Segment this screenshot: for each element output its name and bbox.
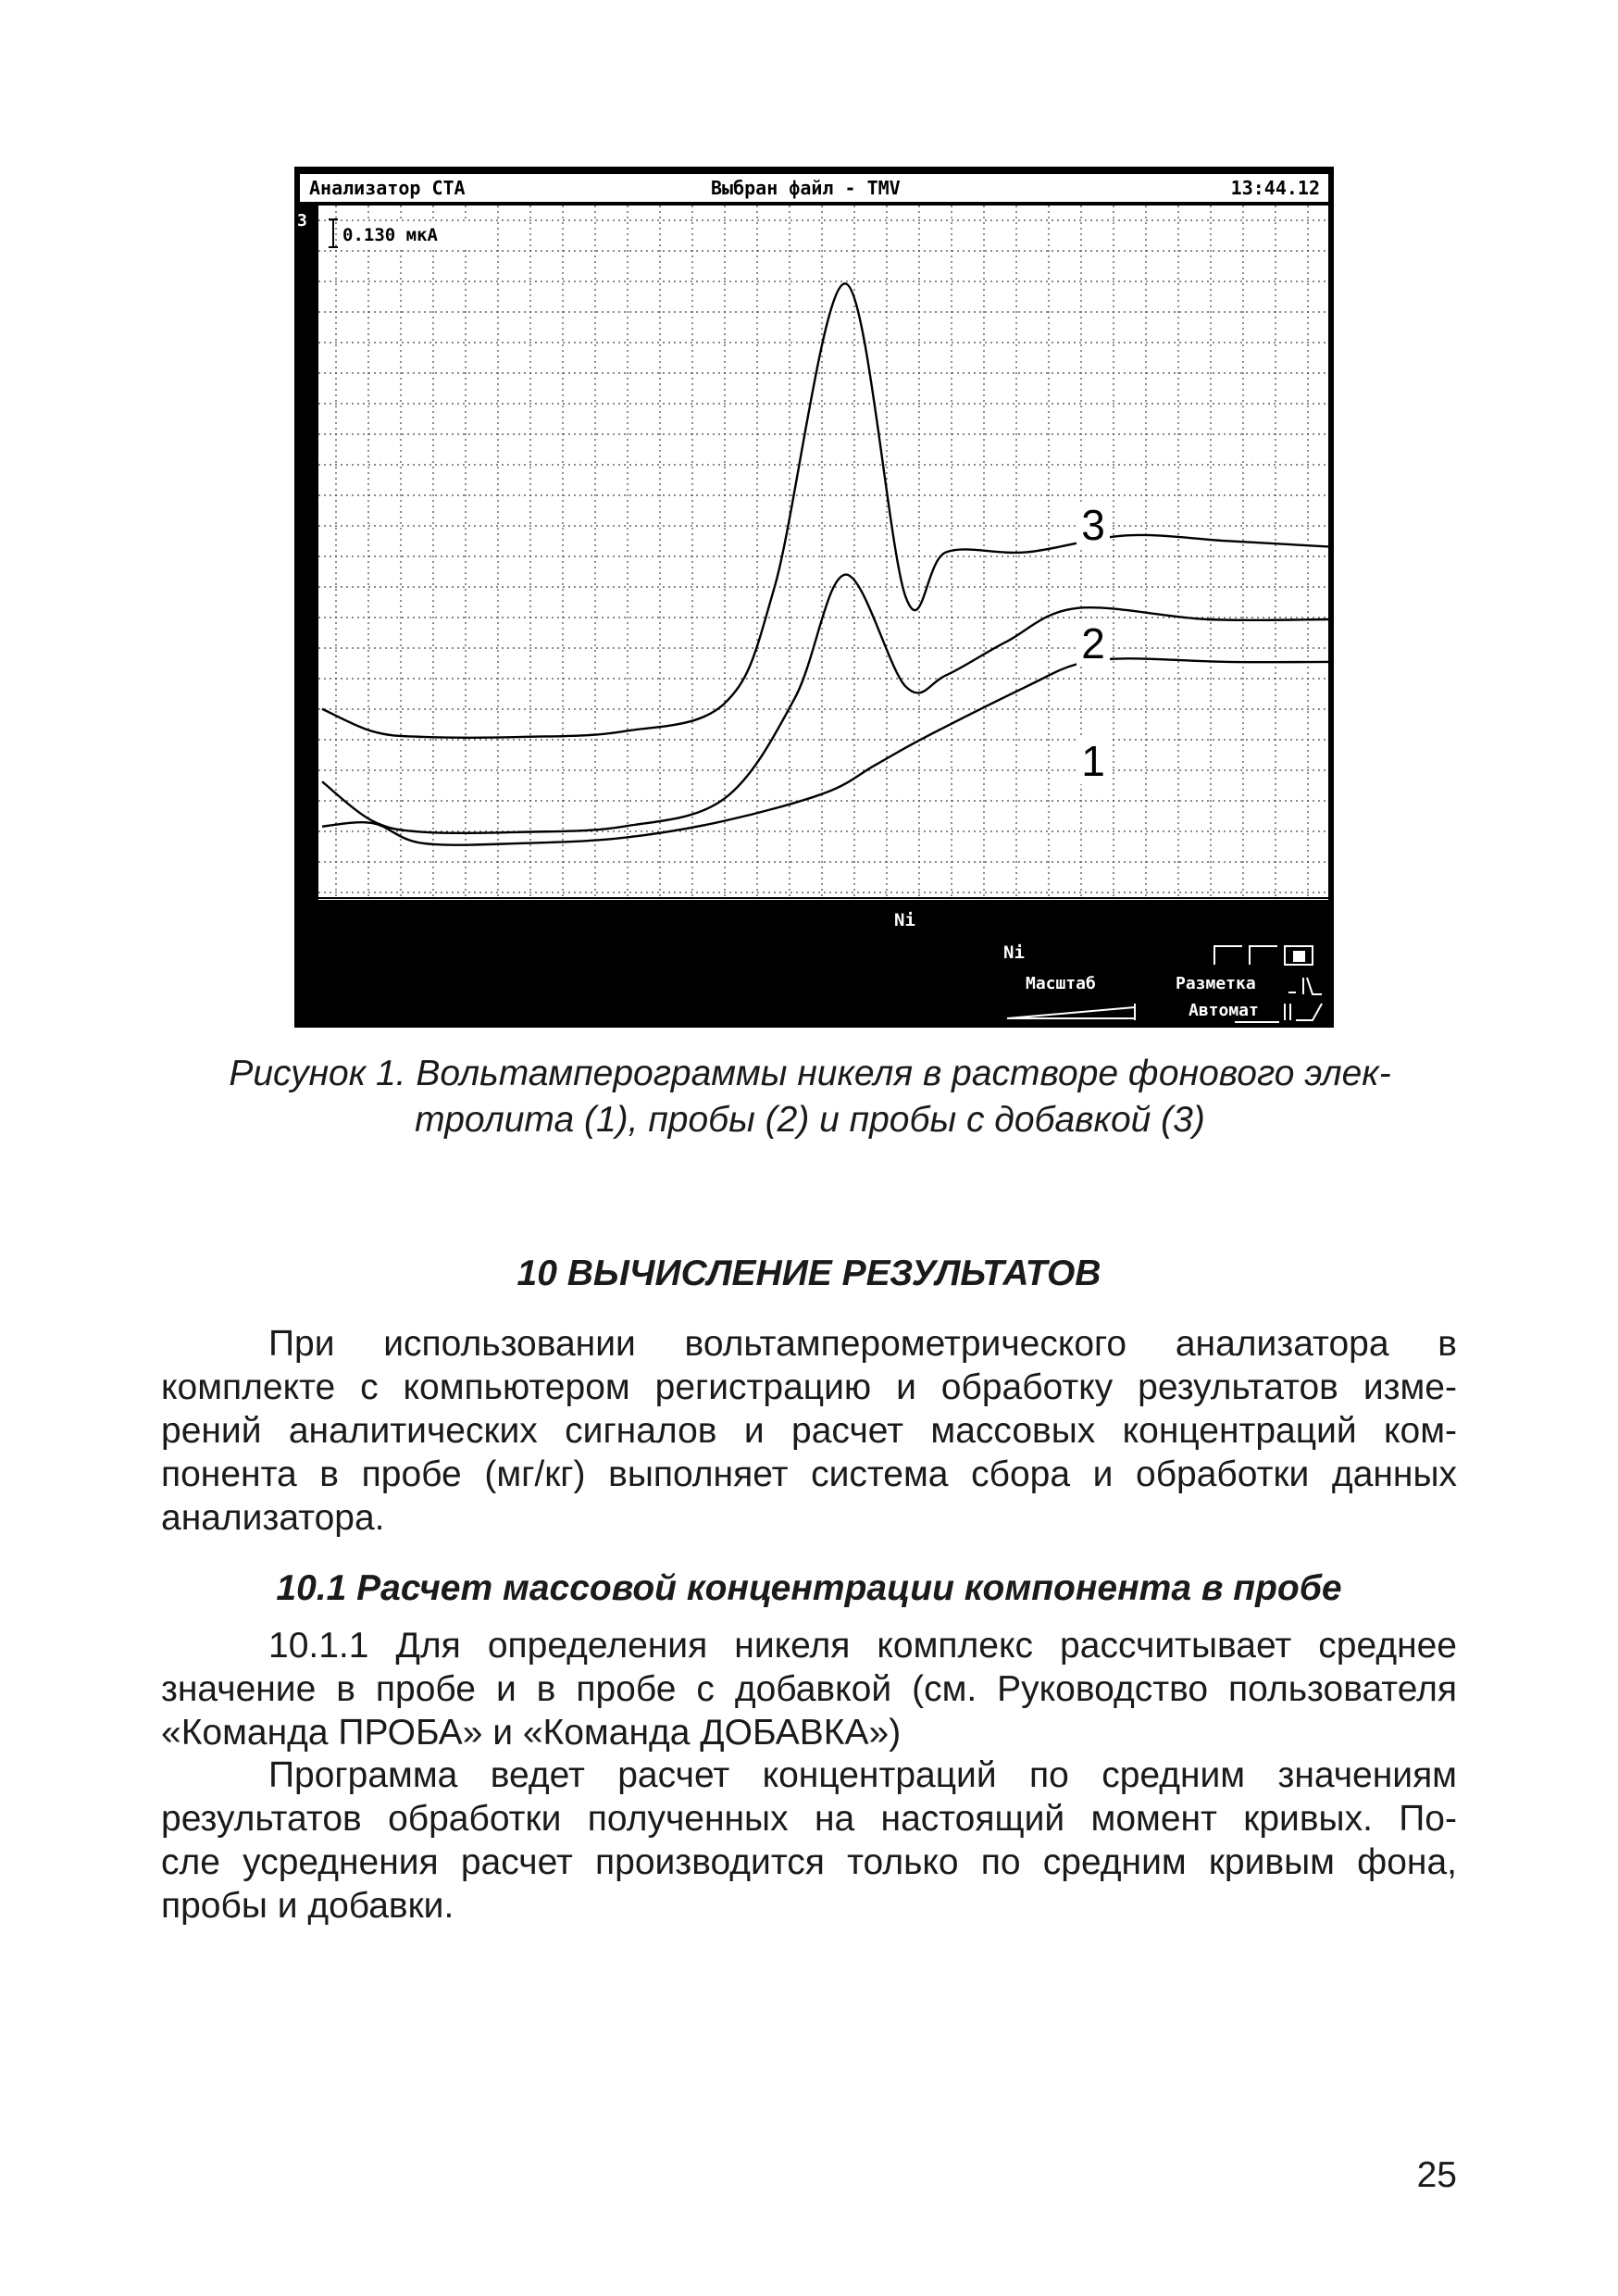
figure-caption <box>167 1051 1453 1143</box>
paragraph-1-line: понента в пробе (мг/кг) выполняет система сбора и обработки данных <box>161 1454 1457 1494</box>
paragraph-1-line: рений аналитических сигналов и расчет массовых концентраций ком- <box>161 1411 1457 1451</box>
analyzer-screen-svg <box>294 167 1334 1028</box>
paragraph-1-line: комплекте с компьютером регистрацию и обработку результатов изме- <box>161 1367 1457 1407</box>
paragraph-2 <box>161 1624 1457 1754</box>
scale-button[interactable]: Масштаб <box>1026 974 1096 993</box>
title-center: Выбран файл - TMV <box>711 177 901 199</box>
paragraph-1-line: анализатора. <box>161 1498 385 1538</box>
section-heading: 10 ВЫЧИСЛЕНИЕ РЕЗУЛЬТАТОВ <box>517 1254 1101 1293</box>
scale-label: 0.130 мкА <box>342 225 438 245</box>
subsection-heading: 10.1 Расчет массовой концентрации компонента в пробе <box>276 1568 1342 1608</box>
paragraph-3-line: результатов обработки полученных на настоящий момент кривых. По- <box>161 1799 1457 1839</box>
plot-area <box>318 206 1328 900</box>
curve-label-3: 3 <box>1081 501 1105 549</box>
view-mode-icons[interactable] <box>1214 946 1313 965</box>
analyzer-screenshot <box>294 167 1334 1028</box>
caption-line-2: тролита (1), пробы (2) и пробы с добавкой (3) <box>415 1100 1205 1140</box>
paragraph-2-line: «Команда ПРОБА» и «Команда ДОБАВКА») <box>161 1713 902 1753</box>
page-number: 25 <box>1416 2155 1457 2195</box>
paragraph-2-line: значение в пробе и в пробе с добавкой (см. Руководство пользователя <box>161 1669 1457 1709</box>
element-axis-label: Ni <box>894 910 915 930</box>
paragraph-3-line: пробы и добавки. <box>161 1886 454 1926</box>
paragraph-3-line: сле усреднения расчет производится только по средним кривым фона, <box>161 1842 1457 1882</box>
scale-slider[interactable] <box>1007 1004 1135 1020</box>
marking-toggle-icon[interactable] <box>1288 978 1322 994</box>
panel-element: Ni <box>1003 942 1025 963</box>
paragraph-3-line: Программа ведет расчет концентраций по средним значениям <box>268 1755 1457 1795</box>
auto-button[interactable]: Автомат <box>1189 1001 1259 1020</box>
paragraph-3 <box>161 1753 1457 1928</box>
title-clock: 13:44.12 <box>1230 177 1320 199</box>
marking-button[interactable]: Разметка <box>1176 974 1256 993</box>
caption-line-1: Рисунок 1. Вольтамперограммы никеля в растворе фонового элек- <box>229 1054 1391 1093</box>
window-number: 3 <box>297 211 307 231</box>
paragraph-1 <box>161 1322 1457 1540</box>
paragraph-1-line: При использовании вольтамперометрического анализатора в <box>268 1324 1457 1364</box>
title-left: Анализатор СТА <box>309 177 466 199</box>
curve-label-2: 2 <box>1081 619 1105 668</box>
curve-label-1: 1 <box>1081 737 1105 785</box>
paragraph-2-line: 10.1.1 Для определения никеля комплекс рассчитывает среднее <box>268 1626 1457 1666</box>
